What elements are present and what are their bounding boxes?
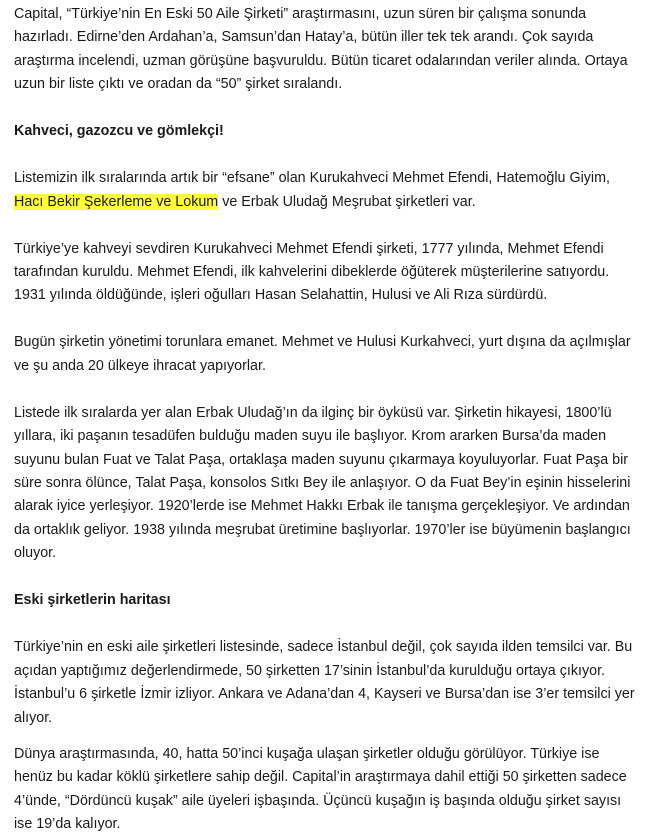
highlighted-company-name: Hacı Bekir Şekerleme ve Lokum	[14, 193, 219, 210]
regional-distribution-paragraph: Türkiye’nin en eski aile şirketleri listesinde, sadece İstanbul değil, çok sayıda ilden temsilci var. Bu açıdan yaptığımız değerlendirmede, 50 şirketten 17’sinin İstanbul’da kurulduğu ortaya çıkıyor. İstanbul’u 6 şirketle İzmir izliyor. Ankara ve Adana’dan 4, Kayseri ve Bursa’dan ise 3’er temsilci yer alıyor.	[14, 639, 635, 726]
generations-paragraph: Dünya araştırmasında, 40, hatta 50’inci kuşağa ulaşan şirketler olduğu görülüyor. Türkiye ise henüz bu kadar köklü şirketlere sahip değil. Capital’in araştırmaya dahil ettiği 50 şirketten sadece 4’ünde, “Dördüncü kuşak” aile üyeleri işbaşında. Üçüncü kuşağın iş başında olduğu şirket sayısı ise 19’da kalıyor.	[14, 745, 627, 833]
kurukahveci-today-paragraph: Bugün şirketin yönetimi torunlara emanet. Mehmet ve Hulusi Kurkahveci, yurt dışına da açılmışlar ve şu anda 20 ülkeye ihracat yapıyorlar.	[14, 334, 631, 374]
section-heading-kahveci: Kahveci, gazozcu ve gömlekçi!	[14, 123, 224, 140]
section-heading-harita: Eski şirketlerin haritası	[14, 592, 171, 609]
article-body	[14, 3, 636, 837]
intro-paragraph: Capital, “Türkiye’nin En Eski 50 Aile Şirketi” araştırmasını, uzun süren bir çalışma sonunda hazırladı. Edirne’den Ardahan’a, Samsun’dan Hatay’a, bütün iller tek tek arandı. Çok sayıda araştırma incelendi, uzman görüşüne başvuruldu. Bütün ticaret odalarından veriler alında. Ortaya uzun bir liste çıktı ve oradan da “50” şirket sıralandı.	[14, 6, 628, 93]
erbak-uludag-paragraph: Listede ilk sıralarda yer alan Erbak Uludağ’ın da ilginç bir öyküsü var. Şirketin hikayesi, 1800’lü yıllara, iki paşanın tesadüfen bulduğu maden suyu ile başlıyor. Krom ararken Bursa’da maden suyunu bulan Fuat ve Talat Paşa, ortaklaşa maden suyunu çıkarmaya koyuluyorlar. Fuat Paşa bir süre sonra ölünce, Talat Paşa, konsolos Sıtkı Bey ile anlaşıyor. O da Fuat Bey’in eşinin hisselerini alarak iyice yerleşiyor. 1920’lerde ise Mehmet Hakkı Erbak ile tanışma gerçekleşiyor. Ve ardından da ortaklık geliyor. 1938 yılında meşrubat üretimine başlıyorlar. 1970’ler ise büyümenin başlangıcı oluyor.	[14, 404, 631, 562]
list-top-paragraph	[14, 167, 636, 214]
kurukahveci-history-paragraph: Türkiye’ye kahveyi sevdiren Kurukahveci Mehmet Efendi şirketi, 1777 yılında, Mehmet Efendi tarafından kuruldu. Mehmet Efendi, ilk kahvelerini dibeklerde öğüterek müşterilerine satıyordu. 1931 yılında öldüğünde, işleri oğulları Hasan Selahattin, Hulusi ve Ali Rıza sürdürdü.	[14, 240, 610, 304]
list-top-text-after: ve Erbak Uludağ Meşrubat şirketleri var.	[218, 193, 476, 210]
list-top-text-before: Listemizin ilk sıralarında artık bir “efsane” olan Kurukahveci Mehmet Efendi, Hatemoğlu Giyim,	[14, 170, 610, 187]
